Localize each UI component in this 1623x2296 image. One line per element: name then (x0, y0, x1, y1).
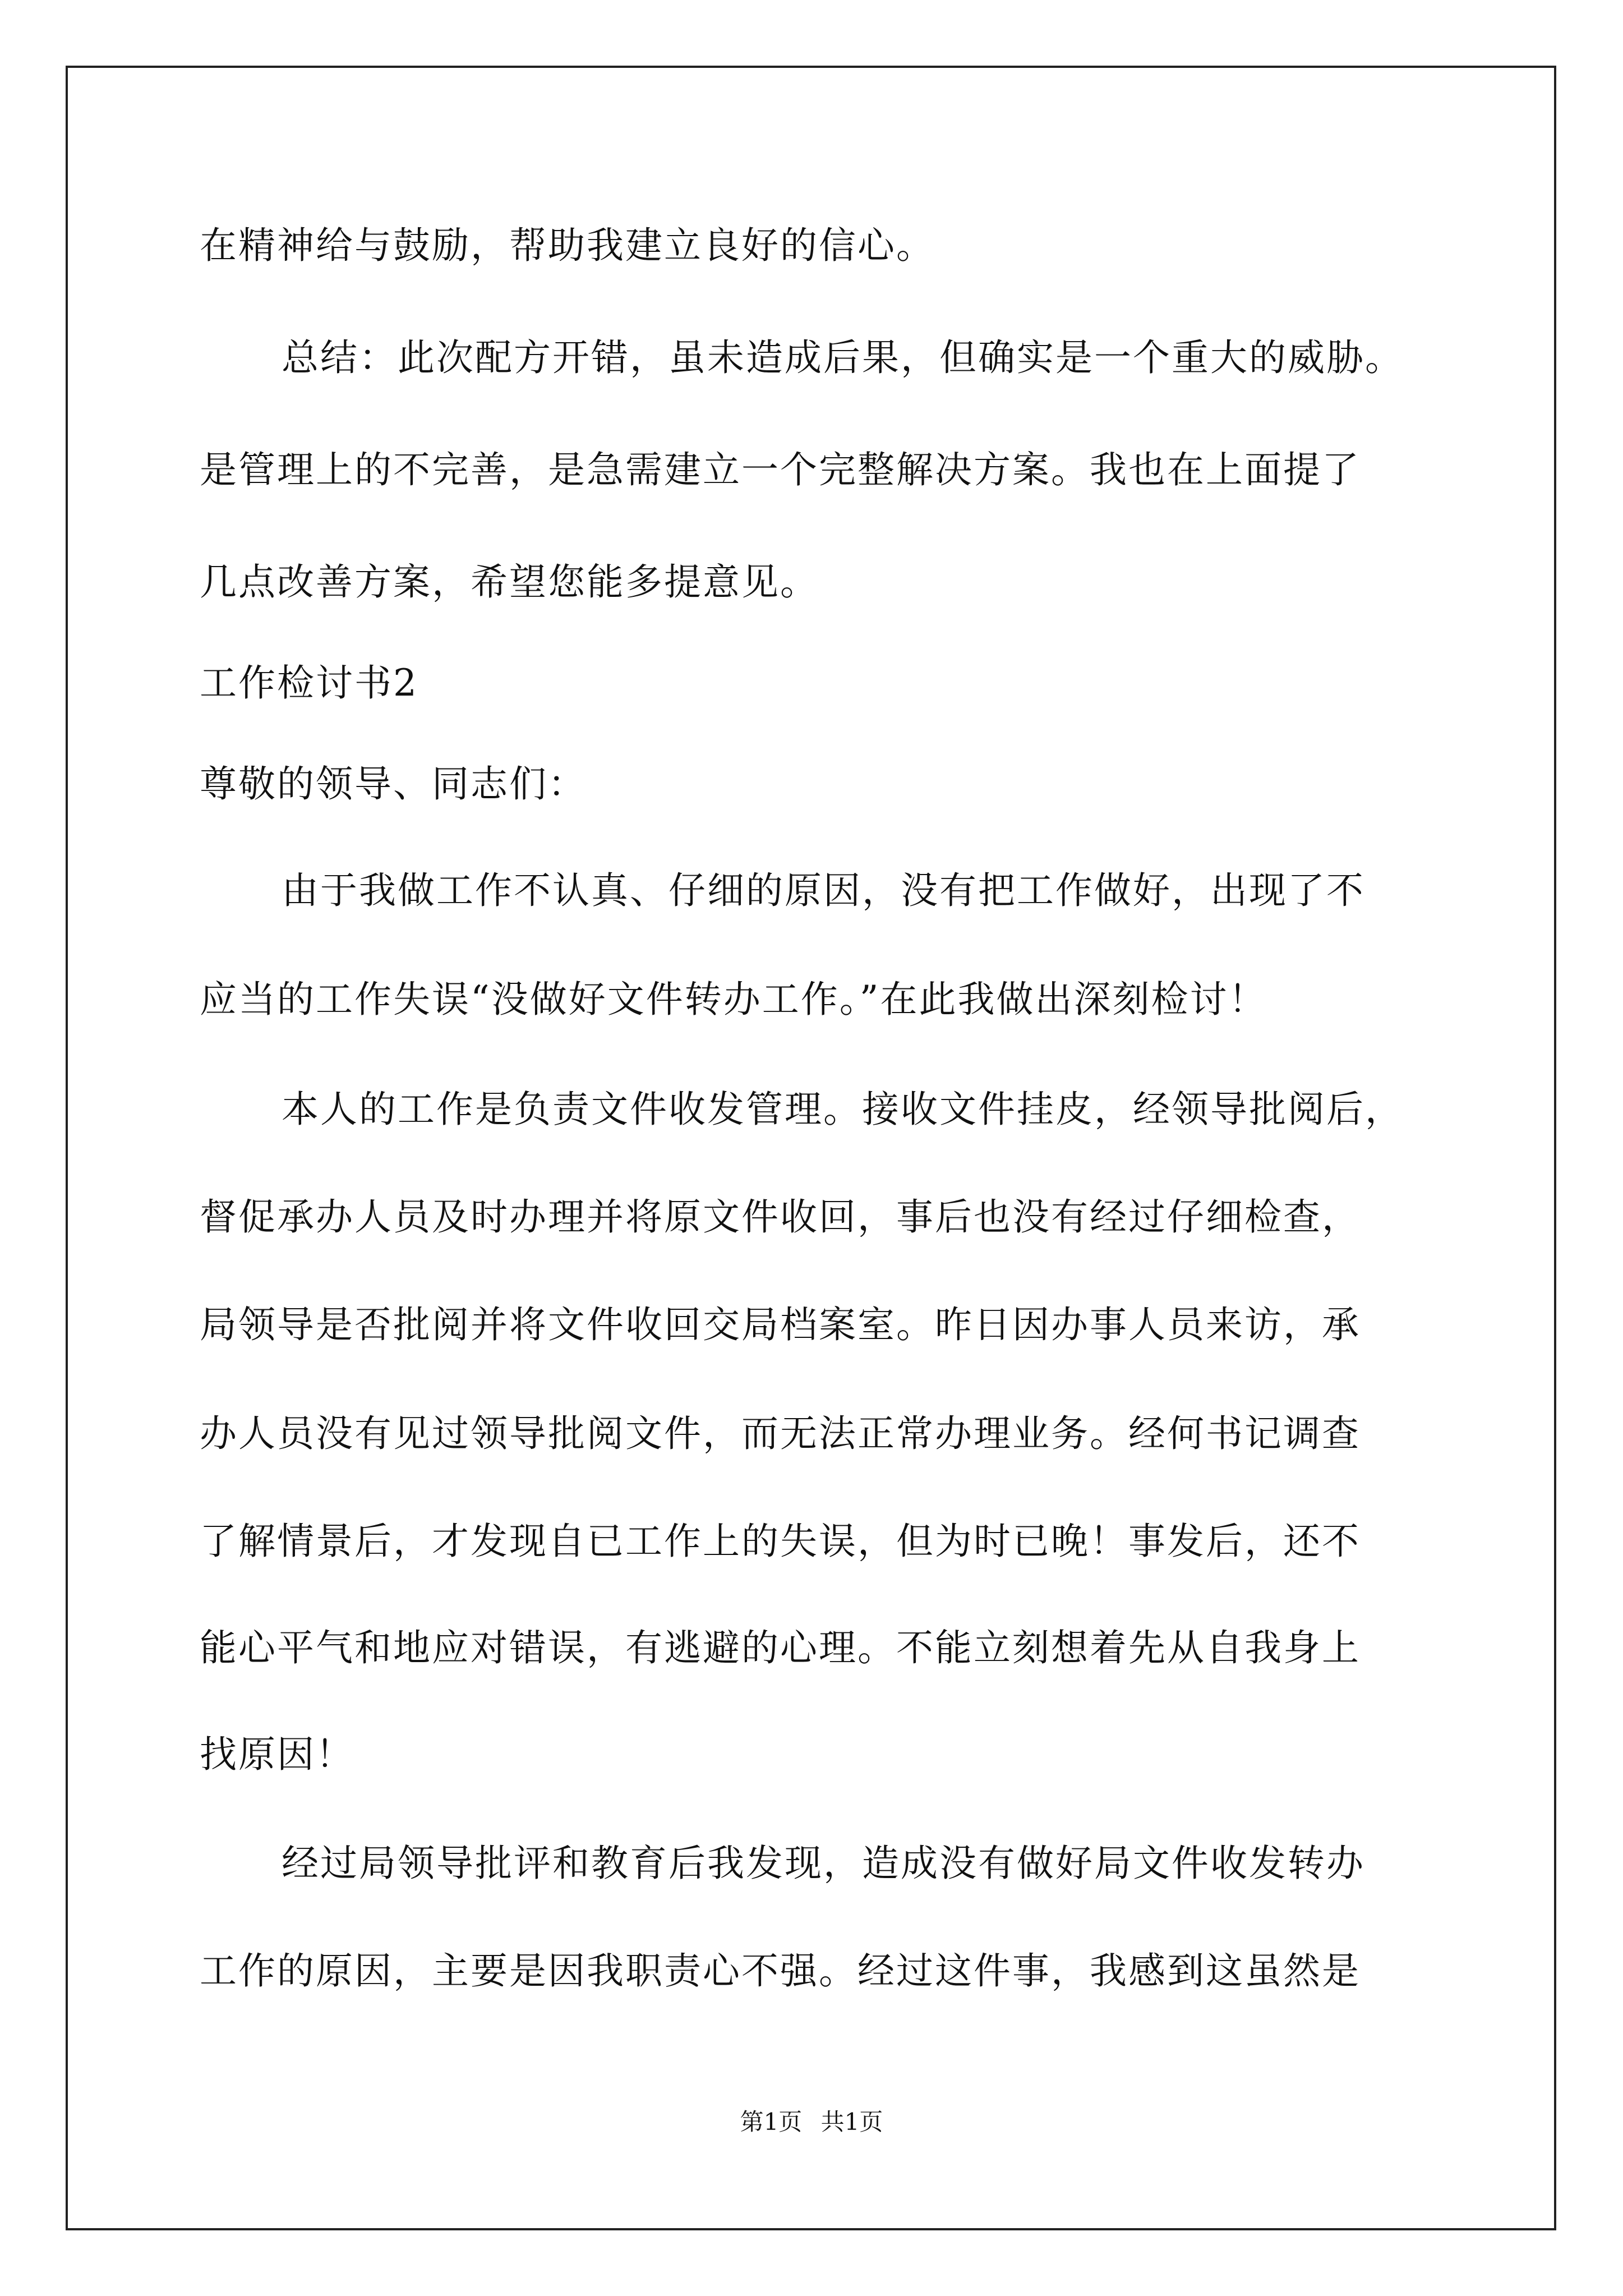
text-line: 找原因！ (200, 1733, 354, 1776)
text-line: 是管理上的不完善，是急需建立一个完整解决方案。我也在上面提了 (200, 448, 1361, 491)
page-number: 第1页 (740, 2108, 803, 2136)
text-line: 本人的工作是负责文件收发管理。接收文件挂皮，经领导批阅后， (282, 1088, 1404, 1131)
text-line: 由于我做工作不认真、仔细的原因，没有把工作做好，出现了不 (282, 869, 1365, 912)
section-heading: 工作检讨书2 (200, 661, 418, 705)
text-line: 总结：此次配方开错，虽未造成后果，但确实是一个重大的威胁。 (282, 336, 1404, 379)
text-line: 工作的原因，主要是因我职责心不强。经过这件事，我感到这虽然是 (200, 1949, 1361, 1993)
text-line: 在精神给与鼓励，帮助我建立良好的信心。 (200, 224, 935, 267)
text-line: 经过局领导批评和教育后我发现，造成没有做好局文件收发转办 (282, 1842, 1365, 1885)
text-line: 局领导是否批阅并将文件收回交局档案室。昨日因办事人员来访，承 (200, 1303, 1361, 1346)
page-total: 共1页 (820, 2108, 883, 2136)
text-line: 督促承办人员及时办理并将原文件收回，事后也没有经过仔细检查， (200, 1195, 1361, 1239)
text-line: 几点改善方案，希望您能多提意见。 (200, 560, 819, 604)
text-line: 了解情景后，才发现自已工作上的失误，但为时已晚！事发后，还不 (200, 1520, 1361, 1563)
page-footer (0, 2108, 1623, 2136)
text-line: 应当的工作失误“没做好文件转办工作。”在此我做出深刻检讨！ (200, 978, 1267, 1021)
page-border (66, 66, 1556, 2230)
salutation: 尊敬的领导、同志们： (200, 762, 587, 806)
text-line: 能心平气和地应对错误，有逃避的心理。不能立刻想着先从自我身上 (200, 1626, 1361, 1669)
text-line: 办人员没有见过领导批阅文件，而无法正常办理业务。经何书记调查 (200, 1412, 1361, 1455)
